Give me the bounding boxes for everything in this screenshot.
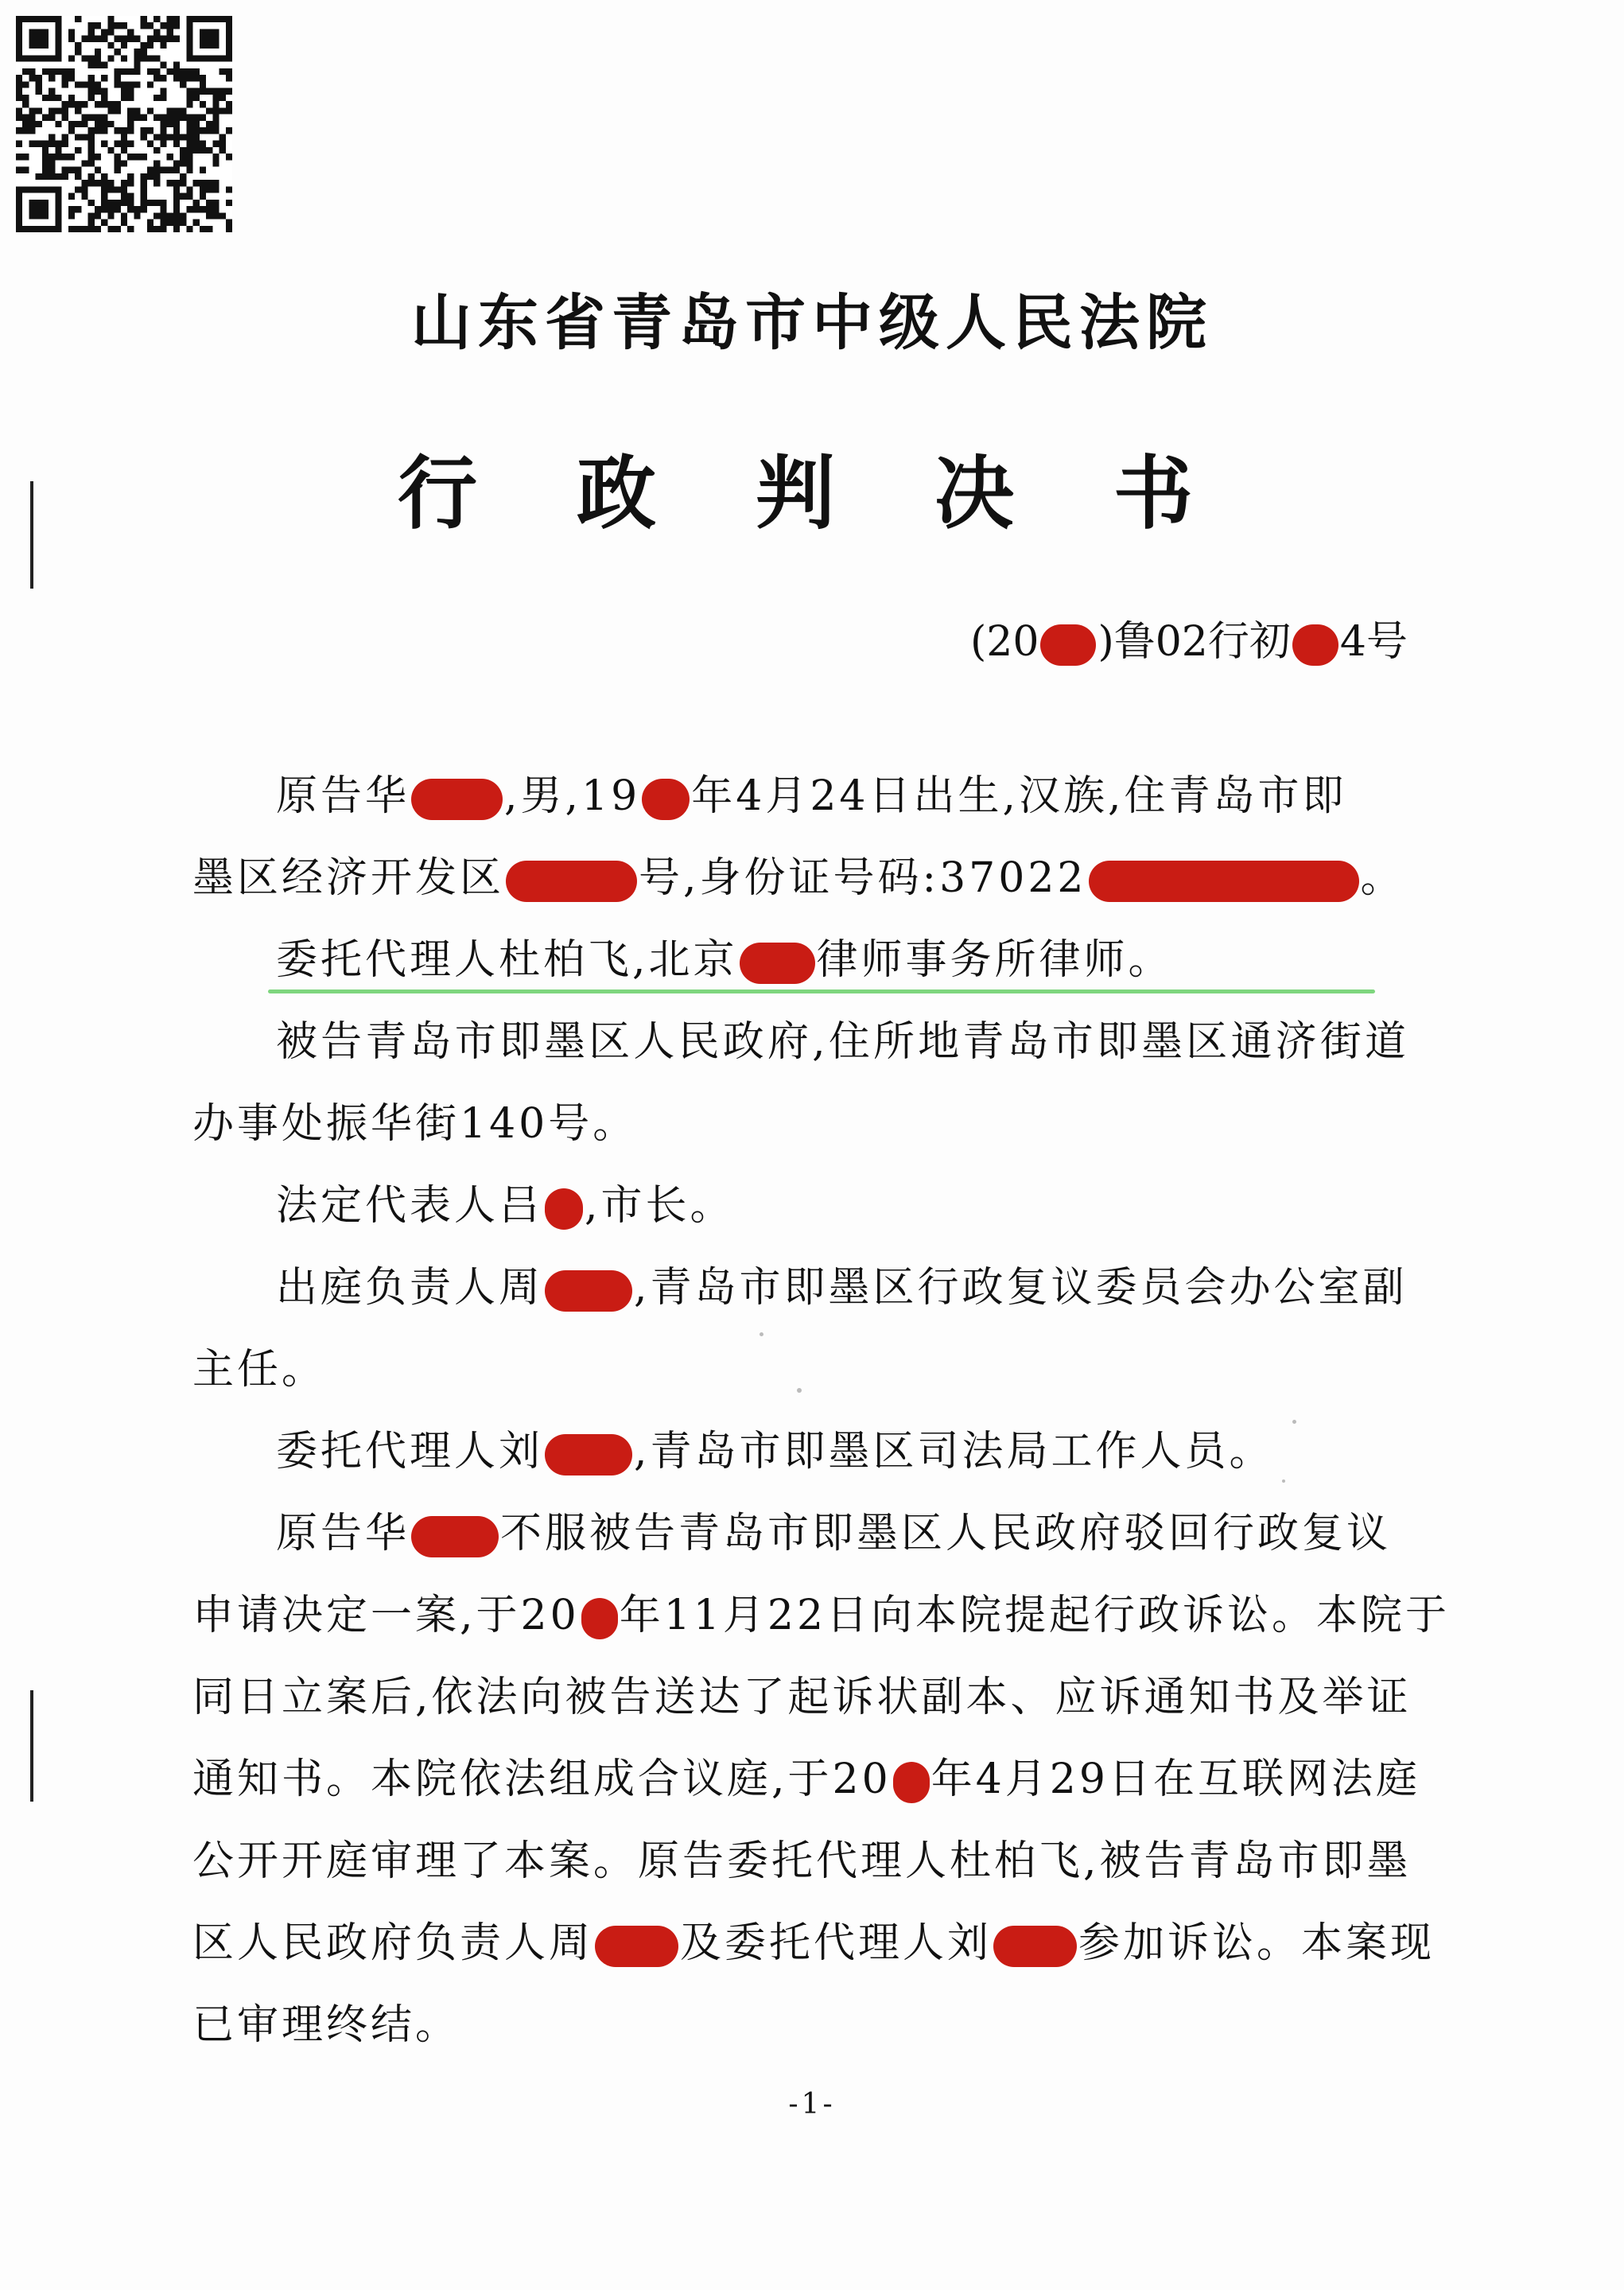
redaction-mark [1040, 624, 1096, 666]
text-run: 出庭负责人周 [276, 1264, 544, 1312]
redaction-mark [545, 1434, 632, 1475]
case-number-prefix: (20 [969, 618, 1039, 666]
paragraph-defendant-cont: 办事处振华街140号。 [192, 1100, 638, 1148]
redaction-mark [740, 943, 815, 984]
redaction-mark [993, 1926, 1077, 1967]
paragraph-defendant-agent [192, 1411, 1409, 1493]
paragraph-court-officer-cont: 主任。 [192, 1346, 327, 1394]
text-run: 不服被告青岛市即墨区人民政府驳回行政复议 [500, 1510, 1392, 1557]
text-run: ,男,19 [504, 772, 641, 820]
text-run: 法定代表人吕 [276, 1182, 544, 1230]
scan-speck [1282, 1479, 1285, 1483]
qr-code-icon [16, 16, 232, 232]
document-title [398, 430, 1193, 544]
paragraph-case-history [192, 1493, 1409, 1575]
text-run: 年4月29日在互联网法庭 [930, 1755, 1420, 1803]
paragraph-case-history-line: 已审理终结。 [192, 2001, 460, 2049]
scan-edge-mark [30, 481, 33, 589]
text-run: 号,身份证号码:37022 [639, 854, 1087, 902]
text-run: 申请决定一案,于20 [192, 1592, 580, 1639]
text-run: 区人民政府负责人周 [192, 1919, 594, 1967]
title-char: 行 [398, 446, 477, 540]
text-run: 通知书。本院依法组成合议庭,于20 [192, 1755, 892, 1803]
paragraph-case-history-line [192, 1575, 1451, 1657]
case-number-middle: )鲁02行初 [1098, 618, 1291, 666]
text-run: 。 [1360, 854, 1405, 902]
paragraph-case-history-line: 同日立案后,依法向被告送达了起诉状副本、应诉通知书及举证 [192, 1674, 1412, 1721]
text-run: 原告华 [276, 772, 410, 820]
redaction-mark [642, 779, 690, 820]
paragraph-case-history-line [192, 1739, 1420, 1821]
redaction-mark [1292, 624, 1338, 666]
redaction-mark [411, 1516, 499, 1557]
page-number: -1- [788, 2088, 836, 2121]
highlight-underline [268, 989, 1375, 993]
redaction-mark [411, 779, 503, 820]
text-run: 墨区经济开发区 [192, 854, 505, 902]
case-number-suffix: 4号 [1339, 618, 1408, 666]
text-run: 年4月24日出生,汉族,住青岛市即 [691, 772, 1347, 820]
court-name: 山东省青岛市中级人民法院 [411, 287, 1213, 358]
title-char: 决 [934, 446, 1014, 540]
text-run: 及委托代理人刘 [680, 1919, 993, 1967]
text-run: ,市长。 [585, 1182, 735, 1230]
paragraph-plaintiff-agent [192, 919, 1409, 1001]
paragraph-legal-rep [192, 1165, 1409, 1247]
title-char: 书 [1113, 446, 1193, 540]
text-run: 委托代理人刘 [276, 1428, 544, 1475]
text-run: ,青岛市即墨区司法局工作人员。 [634, 1428, 1274, 1475]
redaction-mark [545, 1270, 632, 1312]
redaction-mark [545, 1188, 583, 1230]
scan-speck [797, 1388, 802, 1393]
title-char: 政 [577, 446, 656, 540]
paragraph-defendant: 被告青岛市即墨区人民政府,住所地青岛市即墨区通济街道 [276, 1018, 1409, 1066]
judgment-body [192, 756, 1451, 2066]
paragraph-case-history-line: 公开开庭审理了本案。原告委托代理人杜柏飞,被告青岛市即墨 [192, 1837, 1412, 1885]
title-char: 判 [756, 446, 835, 540]
paragraph-plaintiff-cont [192, 838, 1409, 919]
redaction-mark [506, 861, 637, 902]
redaction-mark [1089, 861, 1359, 902]
redaction-mark [595, 1926, 678, 1967]
text-run: 委托代理人杜柏飞,北京 [276, 936, 738, 984]
scan-speck [760, 1332, 763, 1336]
paragraph-court-officer [192, 1247, 1409, 1329]
scan-speck [1292, 1420, 1296, 1424]
text-run: 律师事务所律师。 [816, 936, 1173, 984]
redaction-mark [893, 1762, 930, 1803]
paragraph-plaintiff [192, 756, 1409, 838]
paragraph-case-history-line [192, 1903, 1436, 1985]
text-run: 年11月22日向本院提起行政诉讼。本院于 [619, 1592, 1451, 1639]
redaction-mark [581, 1598, 618, 1639]
text-run: 参加诉讼。本案现 [1078, 1919, 1436, 1967]
text-run: ,青岛市即墨区行政复议委员会办公室副 [634, 1264, 1408, 1312]
case-number [954, 614, 1408, 670]
scan-edge-mark [30, 1690, 33, 1802]
text-run: 原告华 [276, 1510, 410, 1557]
